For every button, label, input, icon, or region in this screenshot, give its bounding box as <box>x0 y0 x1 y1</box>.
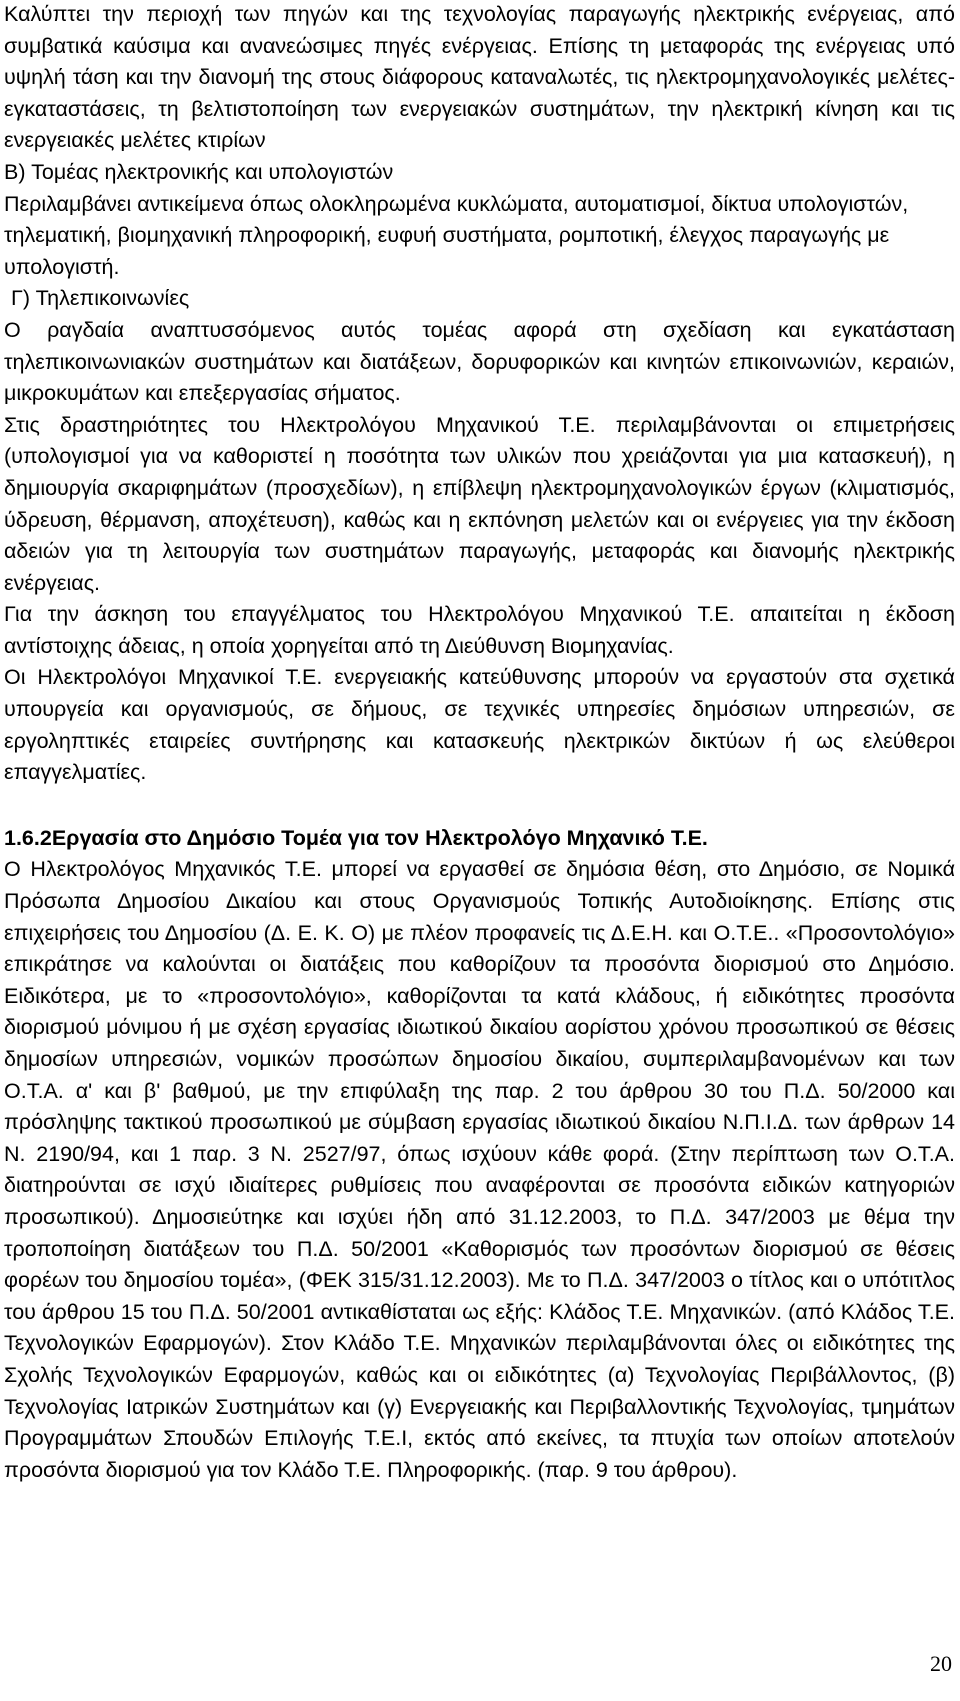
paragraph-energy-sector: Καλύπτει την περιοχή των πηγών και της τεχνολογίας παραγωγής ηλεκτρικής ενέργειας, από συμβατικά καύσιμα και ανανεώσιμες πηγές ενέργειας. Επίσης τη μεταφοράς της ενέργειας υπό υψηλή τάση και την διανομή της στους διάφορους καταναλωτές, τις ηλεκτρομηχανολογικές μελέτες-εγκαταστάσεις, τη βελτιστοποίηση των ενεργειακών συστημάτων, την ηλεκτρική κίνηση και τις ενεργειακές μελέτες κτιρίων <box>4 2 955 153</box>
paragraph-employment: Οι Ηλεκτρολόγοι Μηχανικοί Τ.Ε. ενεργειακής κατεύθυνσης μπορούν να εργαστούν στα σχετικά υπουργεία και οργανισμούς, σε δήμους, σε τεχνικές υπηρεσίες δημόσιων υπηρεσιών, σε εργοληπτικές εταιρείες συντήρησης και κατασκευής ηλεκτρικών δικτύων ή ως ελεύθεροι επαγγελματίες. <box>4 665 955 785</box>
subsection-title-telecom: Γ) Τηλεπικοινωνίες <box>11 286 190 311</box>
paragraph-public-sector: Ο Ηλεκτρολόγος Μηχανικός Τ.Ε. μπορεί να εργασθεί σε δημόσια θέση, στο Δημόσιο, σε Νομικά Πρόσωπα Δημοσίου Δικαίου και στους Οργανισμούς Τοπικής Αυτοδιοίκησης. Επίσης στις επιχειρήσεις του Δημοσίου (Δ. Ε. Κ. Ο) με πλέον προφανείς τις Δ.Ε.Η. και Ο.Τ.Ε.. «Προσοντολόγιο» επικράτησε να καλούνται οι διατάξεις που καθορίζουν τα προσόντα διορισμού στο Δημόσιο. Ειδικότερα, με το «προσοντολόγιο», καθορίζονται τα κατά κλάδους, ή ειδικότητες προσόντα διορισμού μόνιμου ή με σχέση εργασίας ιδιωτικού δικαίου αορίστου χρόνου προσωπικού σε θέσεις δημοσίων υπηρεσιών, νομικών προσώπων δημοσίου δικαίου, συμπεριλαμβανομένων και των Ο.Τ.Α. α' και β' βαθμού, με την επιφύλαξη της παρ. 2 του άρθρου 30 του Π.Δ. 50/2000 και πρόσληψης τακτικού προσωπικού με σύμβαση εργασίας ιδιωτικού δικαίου Ν.Π.Ι.Δ. των άρθρων 14 Ν. 2190/94, και 1 παρ. 3 Ν. 2527/97, όπως ισχύουν κάθε φορά. (Στην περίπτωση των Ο.Τ.Α. διατηρούνται σε ισχύ ιδιαίτερες ρυθμίσεις που αναφέρονται σε προσόντα ειδικών κατηγοριών προσωπικού). Δημοσιεύτηκε και ισχύει ήδη από 31.12.2003, το Π.Δ. 347/2003 με θέμα την τροποποίηση διατάξεων του Π.Δ. 50/2001 «Καθορισμός των προσόντων διορισμού σε θέσεις φορέων του δημοσίου τομέα», (ΦΕΚ 315/31.12.2003). Με το Π.Δ. 347/2003 ο τίτλος και ο υπότιτλος του άρθρου 15 του Π.Δ. 50/2001 αντικαθίσταται ως εξής: Κλάδος Τ.Ε. Μηχανικών. (από Κλάδος Τ.Ε. Τεχνολογικών Εφαρμογών). Στον Κλάδο Τ.Ε. Μηχανικών περιλαμβάνονται όλες οι ειδικότητες της Σχολής Τεχνολογικών Εφαρμογών, καθώς και οι ειδικότητες (α) Τεχνολογίας Περιβάλλοντος, (β) Τεχνολογίας Ιατρικών Συστημάτων και (γ) Ενεργειακής και Περιβαλλοντικής Τεχνολογίας, τμημάτων Προγραμμάτων Σπουδών Επιλογής Τ.Ε.Ι, εκτός από εκείνες, τα πτυχία των οποίων αποτελούν προσόντα διορισμού για τον Κλάδο Τ.Ε. Πληροφορικής. (παρ. 9 του άρθρου). <box>4 857 955 1482</box>
section-gap <box>4 789 955 823</box>
subsection-title-electronics: Β) Τομέας ηλεκτρονικής και υπολογιστών <box>4 159 394 184</box>
paragraph-license: Για την άσκηση του επαγγέλματος του Ηλεκτρολόγου Μηχανικού Τ.Ε. απαιτείται η έκδοση αντίστοιχης άδειας, η οποία χορηγείται από τη Διεύθυνση Βιομηχανίας. <box>4 602 955 658</box>
page-number: 20 <box>930 1651 952 1676</box>
paragraph-electronics: Περιλαμβάνει αντικείμενα όπως ολοκληρωμένα κυκλώματα, αυτοματισμοί, δίκτυα υπολογιστών, τηλεματική, βιομηχανική πληροφορική, ευφυή συστήματα, ρομποτική, έλεγχος παραγωγής με υπολογιστή. <box>4 191 909 279</box>
paragraph-activities: Στις δραστηριότητες του Ηλεκτρολόγου Μηχανικού Τ.Ε. περιλαμβάνονται οι επιμετρήσεις (υπολογισμοί για να καθοριστεί η ποσότητα των υλικών που χρειάζονται για μια κατασκευή), η δημιουργία σκαριφημάτων (προσχεδίων), η επίβλεψη ηλεκτρομηχανολογικών έργων (κλιματισμός, ύδρευση, θέρμανση, αποχέτευση), καθώς και η εκπόνηση μελετών και οι ενέργειες για την έκδοση αδειών για τη λειτουργία των συστημάτων παραγωγής, μεταφοράς και διανομής ηλεκτρικής ενέργειας. <box>4 412 955 595</box>
paragraph-telecom: Ο ραγδαία αναπτυσσόμενος αυτός τομέας αφορά στη σχεδίαση και εγκατάσταση τηλεπικοινωνιακών συστημάτων και διατάξεων, δορυφορικών και κινητών επικοινωνιών, κεραιών, μικροκυμάτων και επεξεργασίας σήματος. <box>4 317 955 406</box>
section-heading: 1.6.2Εργασία στο Δημόσιο Τομέα για τον Ηλεκτρολόγο Μηχανικό Τ.Ε. <box>4 825 708 850</box>
document-body <box>4 0 955 1486</box>
